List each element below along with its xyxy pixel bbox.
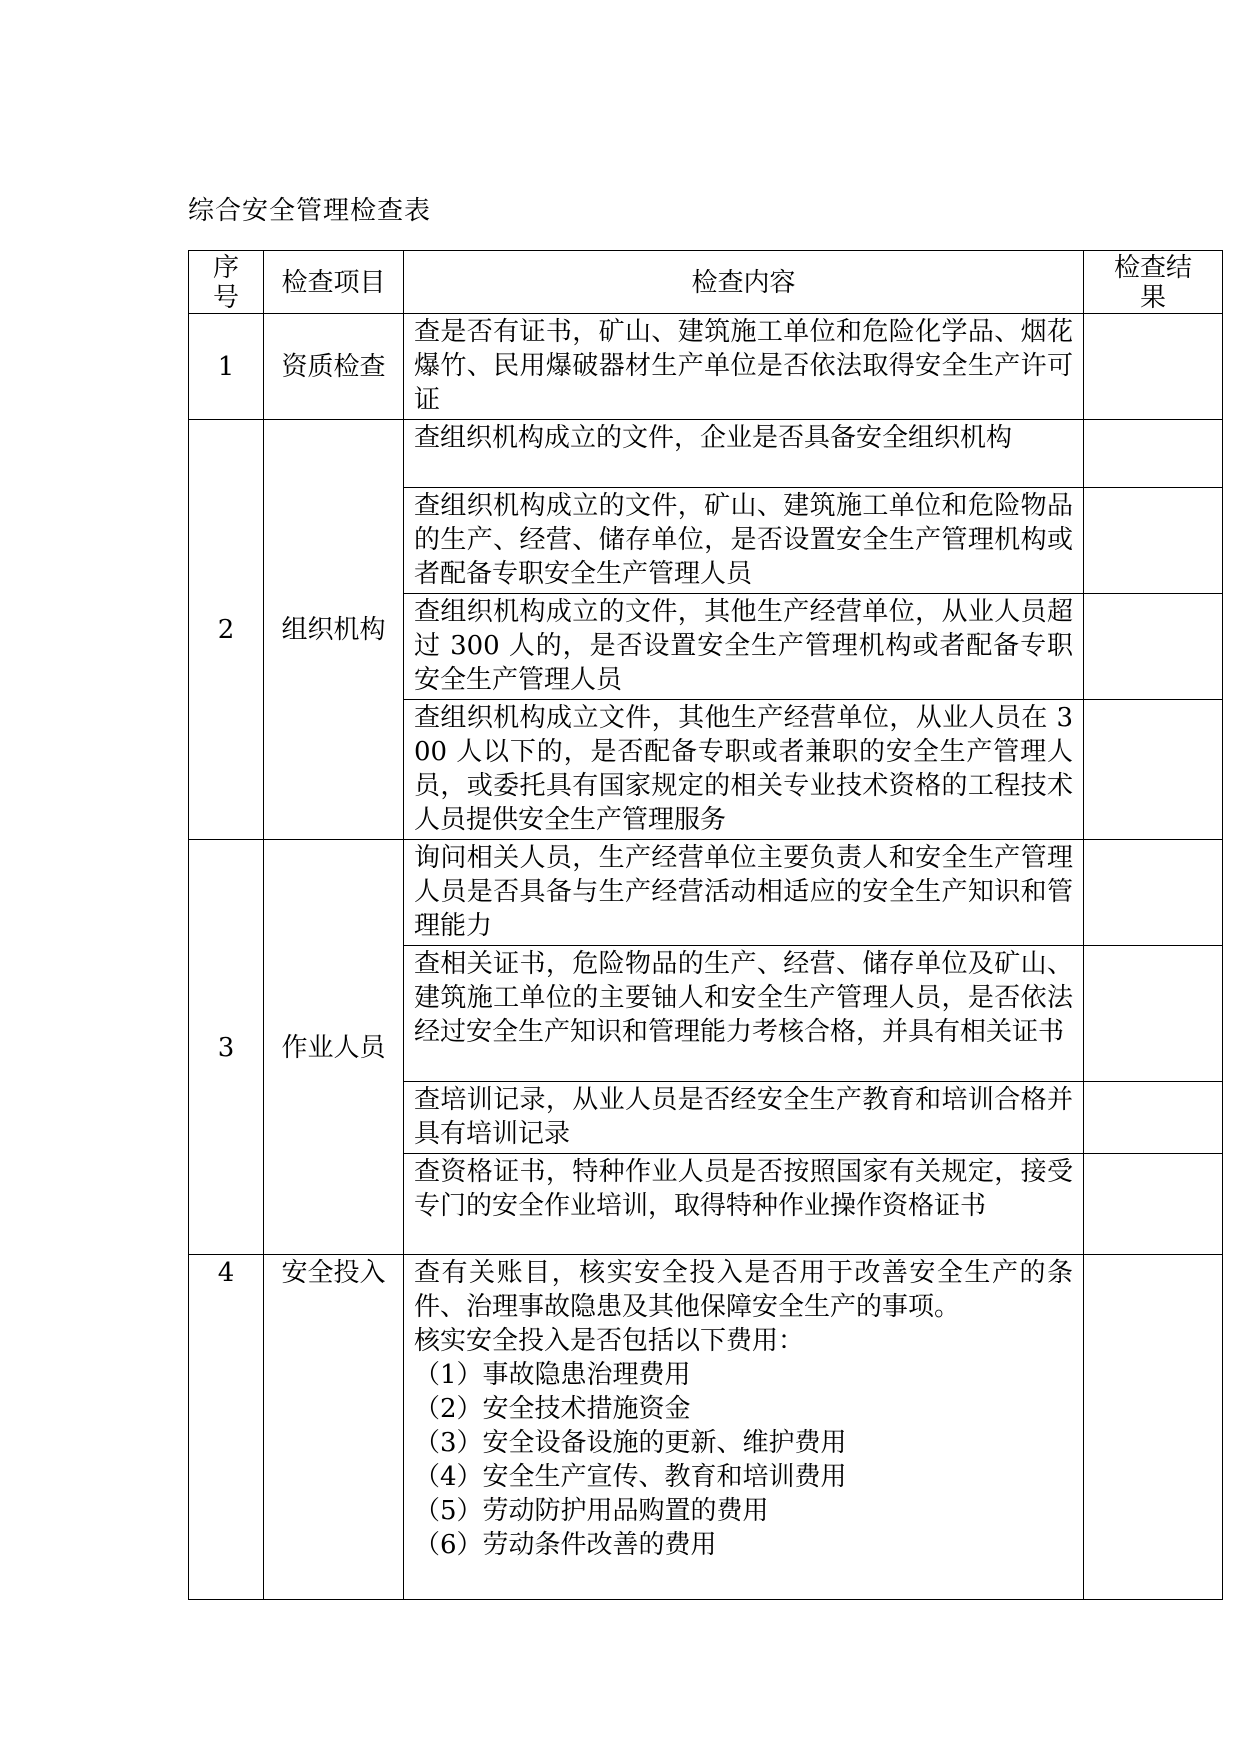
row-content: 查资格证书，特种作业人员是否按照国家有关规定，接受专门的安全作业培训，取得特种作业操作资格证书 — [404, 1154, 1084, 1255]
result-cell[interactable] — [1084, 700, 1223, 840]
row-content: 查相关证书，危险物品的生产、经营、储存单位及矿山、建筑施工单位的主要铀人和安全生产管理人员，是否依法经过安全生产知识和管理能力考核合格，并具有相关证书 — [404, 946, 1084, 1082]
row-content: 查组织机构成立的文件，矿山、建筑施工单位和危险物品的生产、经营、储存单位，是否设置安全生产管理机构或者配备专职安全生产管理人员 — [404, 488, 1084, 594]
row-item: 组织机构 — [264, 420, 404, 840]
row-item: 安全投入 — [264, 1255, 404, 1600]
table-row — [189, 1255, 1223, 1600]
header-content: 检查内容 — [404, 251, 1084, 314]
result-cell[interactable] — [1084, 1154, 1223, 1255]
table-row — [189, 420, 1223, 488]
header-result: 检查结果 — [1084, 251, 1223, 314]
row-no: 3 — [189, 840, 264, 1255]
row-no: 1 — [189, 314, 264, 420]
row-content: 询问相关人员，生产经营单位主要负责人和安全生产管理人员是否具备与生产经营活动相适应的安全生产知识和管理能力 — [404, 840, 1084, 946]
header-no: 序号 — [189, 251, 264, 314]
list-item: （5）劳动防护用品购置的费用 — [414, 1496, 769, 1526]
header-item: 检查项目 — [264, 251, 404, 314]
row-no: 4 — [189, 1255, 264, 1600]
row-content: 查培训记录，从业人员是否经安全生产教育和培训合格并具有培训记录 — [404, 1082, 1084, 1154]
list-item: （3）安全设备设施的更新、维护费用 — [414, 1428, 847, 1458]
row-content: 查组织机构成立的文件，企业是否具备安全组织机构 — [404, 420, 1084, 488]
result-cell[interactable] — [1084, 1255, 1223, 1600]
row-content: 查组织机构成立的文件，其他生产经营单位，从业人员超过 300 人的，是否设置安全生产管理机构或者配备专职安全生产管理人员 — [404, 594, 1084, 700]
table-header-row — [189, 251, 1223, 314]
row-content: 查组织机构成立文件，其他生产经营单位，从业人员在 300 人以下的，是否配备专职或者兼职的安全生产管理人员，或委托具有国家规定的相关专业技术资格的工程技术人员提供安全生产管理服务 — [404, 700, 1084, 840]
page-title: 综合安全管理检查表 — [188, 196, 432, 226]
result-cell[interactable] — [1084, 840, 1223, 946]
table-row — [189, 840, 1223, 946]
result-cell[interactable] — [1084, 488, 1223, 594]
list-item: （1）事故隐患治理费用 — [414, 1360, 691, 1390]
row-content — [404, 1255, 1084, 1600]
result-cell[interactable] — [1084, 314, 1223, 420]
list-item: （6）劳动条件改善的费用 — [414, 1530, 717, 1560]
result-cell[interactable] — [1084, 594, 1223, 700]
result-cell[interactable] — [1084, 946, 1223, 1082]
content-list-title: 核实安全投入是否包括以下费用： — [414, 1326, 805, 1356]
inspection-table — [188, 250, 1223, 1600]
table-row — [189, 314, 1223, 420]
content-intro: 查有关账目，核实安全投入是否用于改善安全生产的条件、治理事故隐患及其他保障安全生产的事项。 — [414, 1258, 1073, 1322]
result-cell[interactable] — [1084, 1082, 1223, 1154]
row-no: 2 — [189, 420, 264, 840]
row-item: 作业人员 — [264, 840, 404, 1255]
list-item: （2）安全技术措施资金 — [414, 1394, 691, 1424]
row-item: 资质检查 — [264, 314, 404, 420]
result-cell[interactable] — [1084, 420, 1223, 488]
list-item: （4）安全生产宣传、教育和培训费用 — [414, 1462, 847, 1492]
row-content: 查是否有证书，矿山、建筑施工单位和危险化学品、烟花爆竹、民用爆破器材生产单位是否依法取得安全生产许可证 — [404, 314, 1084, 420]
